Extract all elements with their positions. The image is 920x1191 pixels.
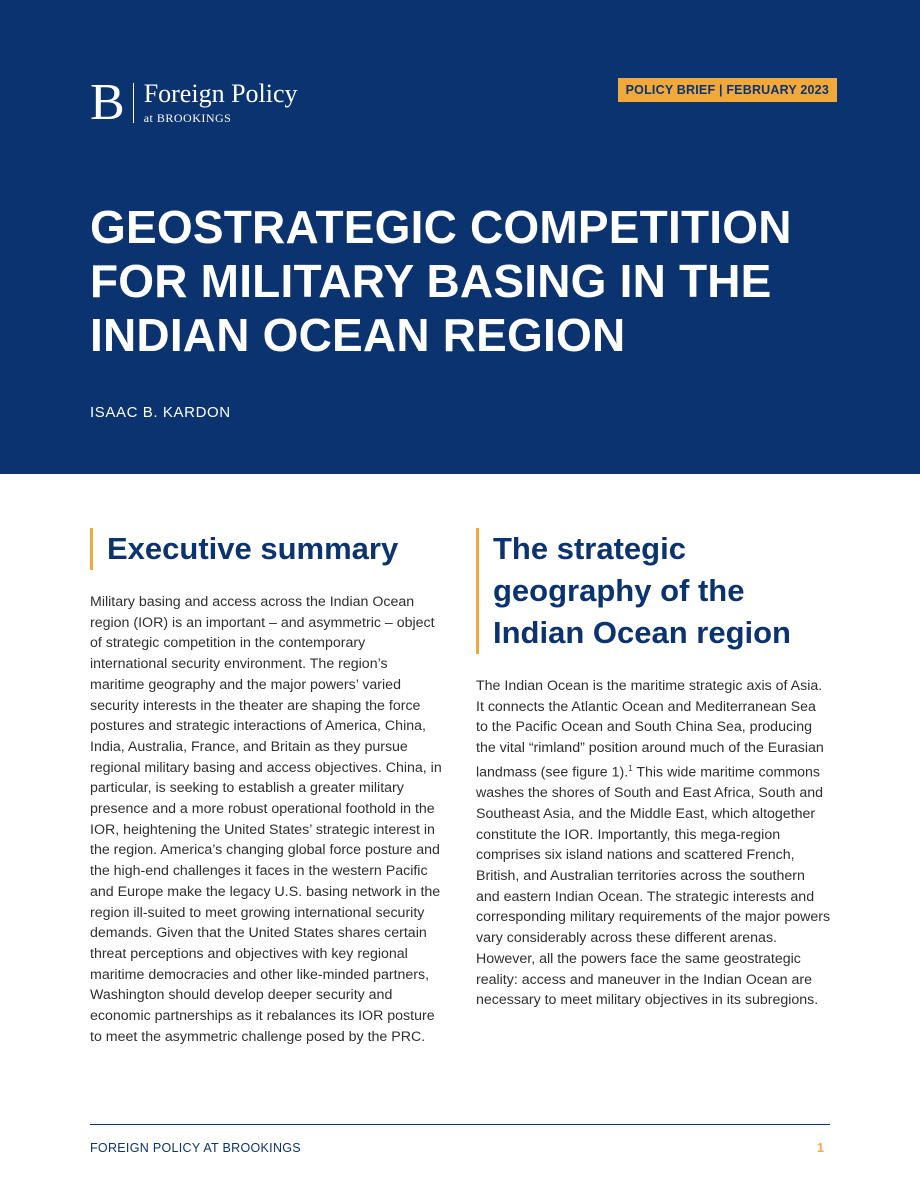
logo-divider bbox=[133, 83, 134, 123]
executive-summary-body: Military basing and access across the Indian Ocean region (IOR) is an important – and asymmetric – object of strategic competition in the contemporary international security environment. The region’s maritime geography and the major powers’ varied security interests in the theater are shaping the force postures and strategic interactions of America, China, India, Australia, France, and Britain as they pursue regional military basing and access objectives. China, in particular, is seeking to establish a greater military presence and a more robust operational foothold in the IOR, heightening the United States’ strategic interest in the region. America’s changing global force posture and the high-end challenges it faces in the western Pacific and Europe make the legacy U.S. basing network in the region ill-suited to meet growing international security demands. Given that the United States shares certain threat perceptions and objectives with key regional maritime democracies and other like-minded partners, Washington should develop deeper security and economic partnerships as it rebalances its IOR posture to meet the asymmetric challenge posed by the PRC. bbox=[90, 594, 442, 1045]
strategic-geography-body bbox=[476, 676, 831, 1011]
executive-summary-heading: Executive summary bbox=[107, 531, 399, 566]
footer-label: FOREIGN POLICY AT BROOKINGS bbox=[90, 1141, 301, 1155]
executive-summary-heading-block bbox=[90, 528, 445, 570]
logo-text bbox=[144, 78, 298, 126]
footnote-marker[interactable]: 1 bbox=[628, 763, 633, 773]
strategic-geography-heading-block bbox=[476, 528, 831, 654]
strategic-geography-heading: The strategic geography of the Indian Ocean region bbox=[493, 531, 791, 650]
page-title: GEOSTRATEGIC COMPETITION FOR MILITARY BASING IN THE INDIAN OCEAN REGION bbox=[90, 201, 792, 361]
footer-divider bbox=[90, 1124, 830, 1125]
strategic-geography-column bbox=[476, 528, 831, 1011]
geography-body-part1: The Indian Ocean is the maritime strategic axis of Asia. It connects the Atlantic Ocean and Mediterranean Sea to the Pacific Ocean and South China Sea, producing the vital “rimland” position around much of the Eurasian landmass (see figure 1). bbox=[476, 678, 824, 781]
logo-letter: B bbox=[90, 74, 125, 131]
header-band bbox=[0, 0, 920, 474]
brookings-logo[interactable] bbox=[90, 74, 298, 131]
policy-brief-badge: POLICY BRIEF | FEBRUARY 2023 bbox=[618, 78, 837, 102]
executive-summary-column bbox=[90, 528, 445, 1047]
logo-subtitle: at BROOKINGS bbox=[143, 111, 232, 125]
page-number: 1 bbox=[817, 1141, 824, 1155]
logo-name: Foreign Policy bbox=[143, 79, 298, 108]
geography-body-part2: This wide maritime commons washes the shores of South and East Africa, South and Southeast Asia, and the Middle East, which altogether constitute the IOR. Importantly, this mega-region comprises six island nations and scattered French, British, and Australian territories across the southern and eastern Indian Ocean. The strategic interests and corresponding military requirements of the major powers vary considerably across these different arenas. However, all the powers face the same geostrategic reality: access and maneuver in the Indian Ocean are necessary to meet military objectives in its subregions. bbox=[476, 764, 831, 1009]
author-name: ISAAC B. KARDON bbox=[90, 404, 231, 421]
